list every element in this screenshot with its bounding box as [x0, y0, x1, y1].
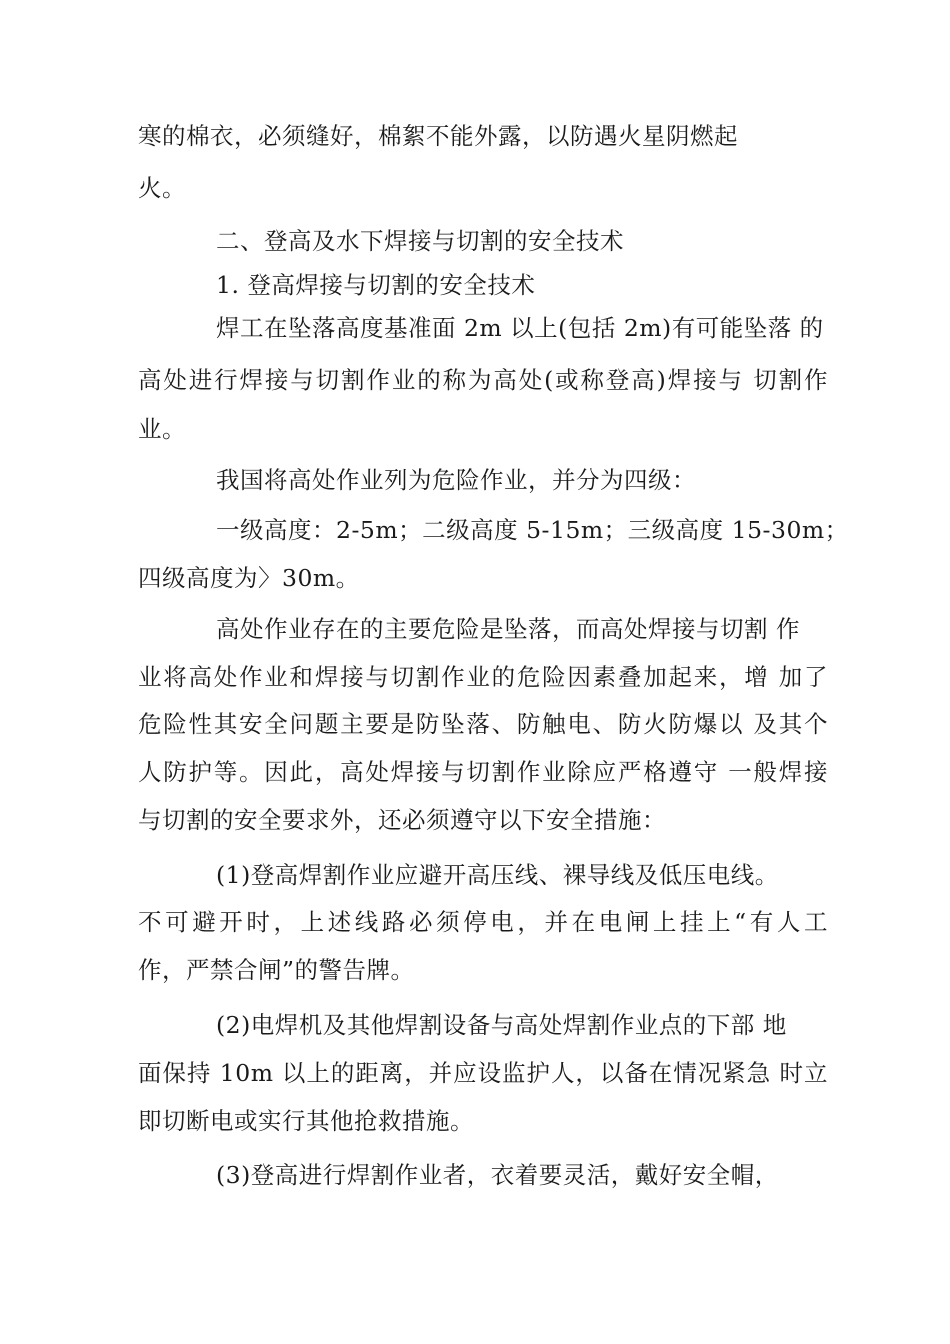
line-12: 业将高处作业和焊接与切割作业的危险因素叠加起来，增 加了 — [138, 663, 828, 691]
line-21: 即切断电或实行其他抢救措施。 — [138, 1107, 474, 1135]
line-18: 作，严禁合闸”的警告牌。 — [138, 956, 415, 984]
line-19: (2)电焊机及其他焊割设备与高处焊割作业点的下部 地 — [216, 1011, 787, 1039]
line-10: 四级高度为〉30m。 — [138, 564, 360, 592]
line-22: (3)登高进行焊割作业者，衣着要灵活，戴好安全帽， — [216, 1161, 779, 1189]
line-02: 火。 — [138, 174, 186, 202]
line-08: 我国将高处作业列为危险作业，并分为四级： — [216, 466, 696, 494]
line-16: (1)登高焊割作业应避开高压线、裸导线及低压电线。 — [216, 861, 779, 889]
line-13: 危险性其安全问题主要是防坠落、防触电、防火防爆以 及其个 — [138, 710, 828, 738]
line-11: 高处作业存在的主要危险是坠落，而高处焊接与切割 作 — [216, 615, 800, 643]
line-20: 面保持 10m 以上的距离，并应设监护人，以备在情况紧急 时立 — [138, 1059, 828, 1087]
line-06: 高处进行焊接与切割作业的称为高处(或称登高)焊接与 切割作 — [138, 366, 828, 394]
line-17: 不可避开时，上述线路必须停电，并在电闸上挂上“有人工 — [138, 908, 828, 936]
line-01: 寒的棉衣，必须缝好，棉絮不能外露，以防遇火星阴燃起 — [138, 122, 738, 150]
line-15: 与切割的安全要求外，还必须遵守以下安全措施： — [138, 806, 666, 834]
line-05: 焊工在坠落高度基准面 2m 以上(包括 2m)有可能坠落 的 — [216, 314, 824, 342]
subsection-heading: 1. 登高焊接与切割的安全技术 — [216, 271, 536, 299]
line-07: 业。 — [138, 415, 186, 443]
line-14: 人防护等。因此，高处焊接与切割作业除应严格遵守 一般焊接 — [138, 758, 828, 786]
section-heading: 二、登高及水下焊接与切割的安全技术 — [216, 227, 624, 255]
line-09: 一级高度：2-5m；二级高度 5-15m；三级高度 15-30m； — [216, 516, 849, 544]
